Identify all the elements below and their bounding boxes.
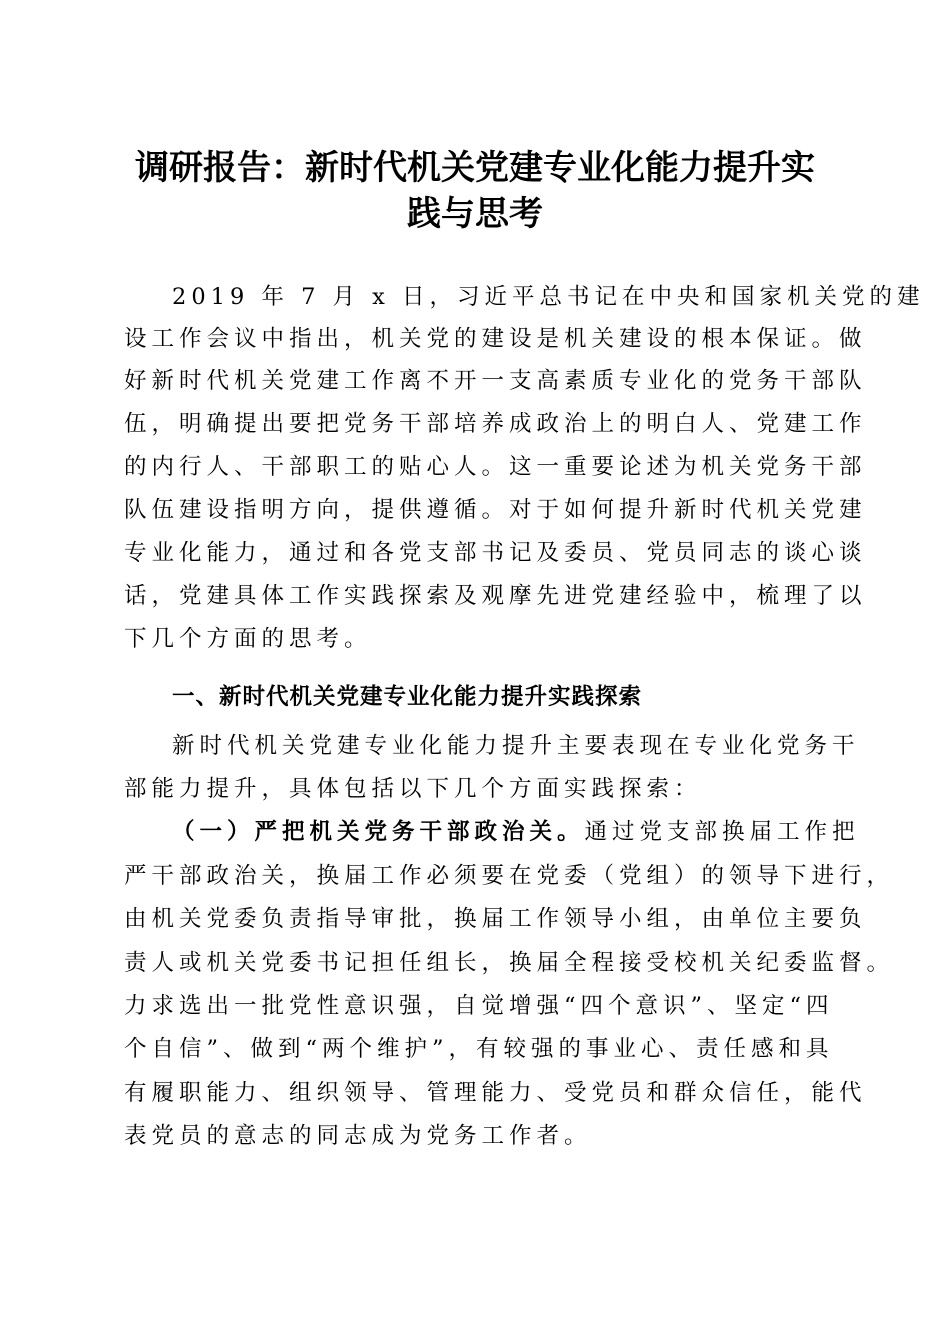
subsection-line: 由机关党委负责指导审批，换届工作领导小组，由单位主要负	[124, 906, 867, 932]
subsection-line: 个自信”、做到“两个维护”，有较强的事业心、责任感和具	[124, 1036, 834, 1062]
section-intro-line: 新时代机关党建专业化能力提升主要表现在专业化党务干	[172, 733, 860, 759]
document-title-line-2: 践与思考	[407, 194, 543, 234]
intro-paragraph-line: 队伍建设指明方向，提供遵循。对于如何提升新时代机关党建	[124, 497, 867, 523]
document-title-line-1: 调研报告：新时代机关党建专业化能力提升实	[135, 148, 815, 188]
subsection-line: 严干部政治关，换届工作必须要在党委（党组）的领导下进行，	[124, 863, 895, 889]
subsection-line: 有履职能力、组织领导、管理能力、受党员和群众信任，能代	[124, 1080, 867, 1106]
intro-paragraph-line: 的内行人、干部职工的贴心人。这一重要论述为机关党务干部	[124, 454, 867, 480]
intro-paragraph-line: 设工作会议中指出，机关党的建设是机关建设的根本保证。做	[124, 326, 867, 352]
subsection-line: 力求选出一批党性意识强，自觉增强“四个意识”、坚定“四	[124, 993, 834, 1019]
section-heading: 一、新时代机关党建专业化能力提升实践探索	[172, 684, 643, 710]
subsection-first-line	[172, 817, 872, 847]
section-intro-line: 部能力提升，具体包括以下几个方面实践探索：	[124, 776, 702, 802]
subsection-line: 责人或机关党委书记担任组长，换届全程接受校机关纪委监督。	[124, 950, 895, 976]
subsection-heading: （一）严把机关党务干部政治关。	[172, 819, 585, 845]
intro-paragraph-line: 专业化能力，通过和各党支部书记及委员、党员同志的谈心谈	[124, 540, 867, 566]
intro-paragraph-line: 话，党建具体工作实践探索及观摩先进党建经验中，梳理了以	[124, 583, 867, 609]
intro-paragraph-line: 2019 年 7 月 x 日，习近平总书记在中央和国家机关党的建	[172, 284, 925, 310]
subsection-line: 表党员的意志的同志成为党务工作者。	[124, 1123, 592, 1149]
subsection-text: 通过党支部换届工作把	[584, 819, 860, 845]
intro-paragraph-line: 下几个方面的思考。	[124, 626, 372, 652]
intro-paragraph-line: 伍，明确提出要把党务干部培养成政治上的明白人、党建工作	[124, 411, 867, 437]
intro-paragraph-line: 好新时代机关党建工作离不开一支高素质专业化的党务干部队	[124, 368, 867, 394]
